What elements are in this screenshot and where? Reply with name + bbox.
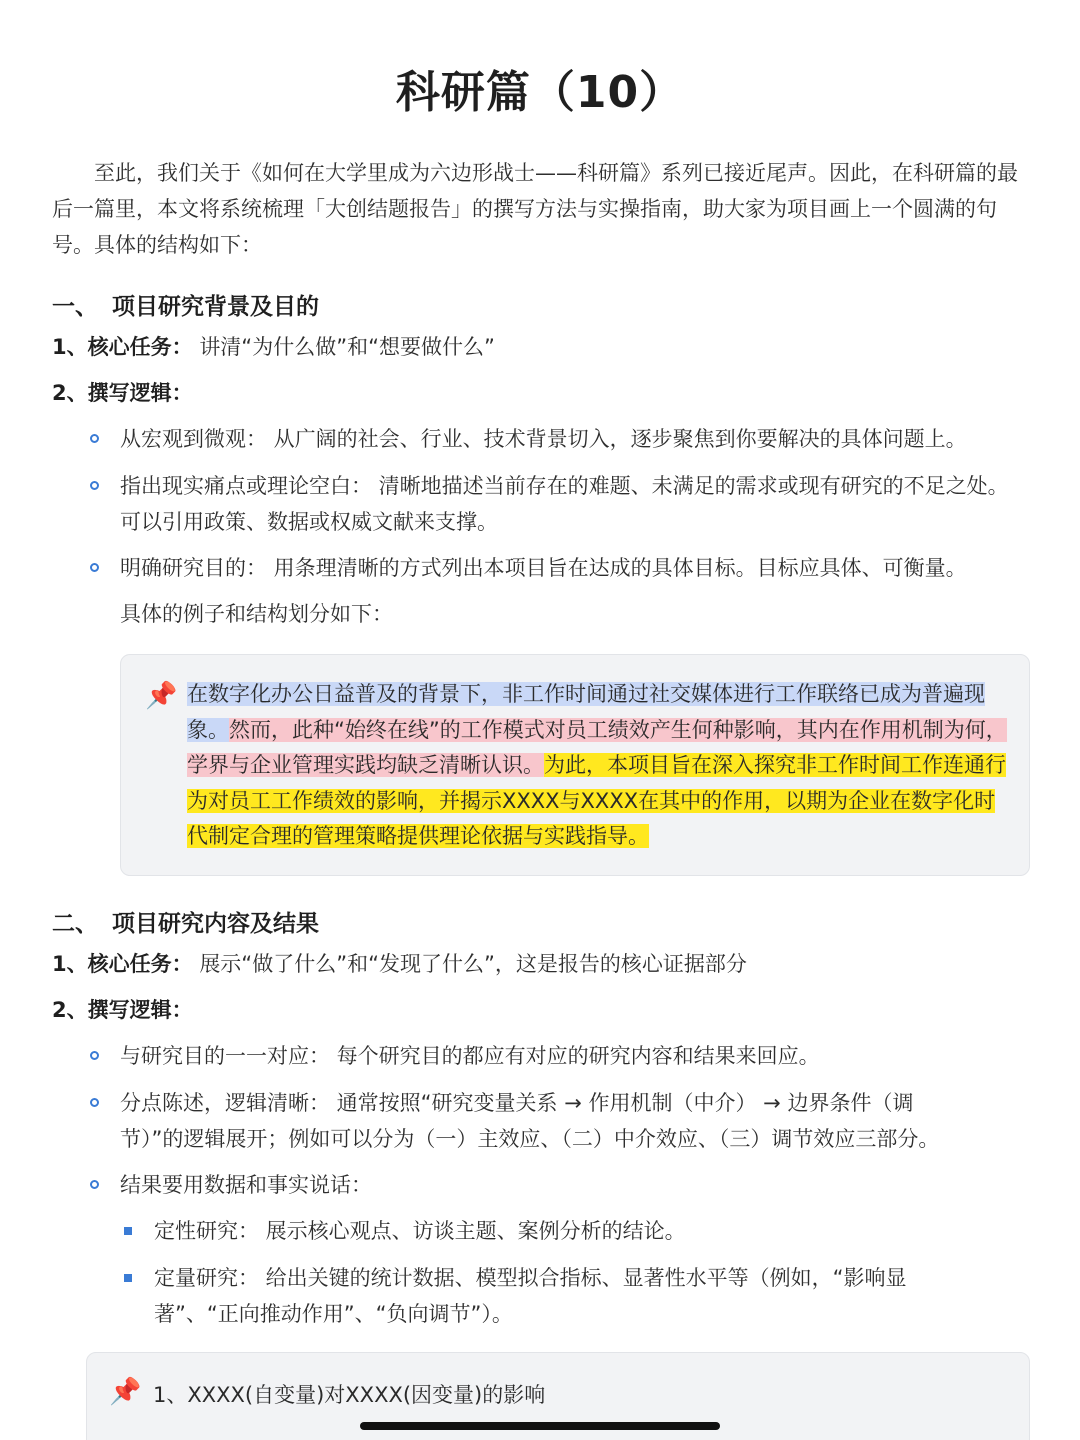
bullet-square-icon	[124, 1227, 132, 1235]
section-1-title: 项目研究背景及目的	[112, 294, 319, 320]
example-callout	[120, 654, 1030, 876]
section-2-task	[52, 946, 747, 982]
bullet-circle-icon	[90, 434, 99, 443]
bullet-square-icon	[124, 1274, 132, 1282]
home-indicator[interactable]	[360, 1422, 720, 1430]
page-title: 科研篇（10）	[395, 67, 685, 118]
section-2-logic-label: 2、撰写逻辑：	[52, 998, 193, 1022]
section-1-task-label: 1、核心任务：	[52, 335, 193, 359]
section-2-bullet: 与研究目的一一对应： 每个研究目的都应有对应的研究内容和结果来回应。	[90, 1038, 1010, 1074]
bullet-circle-icon	[90, 563, 99, 572]
pushpin-icon: 📌	[109, 1377, 142, 1407]
pushpin-icon: 📌	[145, 681, 178, 711]
section-2-sub-bullet: 定量研究： 给出关键的统计数据、模型拟合指标、显著性水平等（例如，“影响显著”、“正向推动作用”、“负向调节”）。	[122, 1260, 952, 1332]
bullet-circle-icon	[90, 1098, 99, 1107]
section-1-bullet: 明确研究目的： 用条理清晰的方式列出本项目旨在达成的具体目标。目标应具体、可衡量。	[90, 550, 1010, 586]
section-1-bullet: 指出现实痛点或理论空白： 清晰地描述当前存在的难题、未满足的需求或现有研究的不足之处。可以引用政策、数据或权威文献来支撑。	[90, 468, 1010, 540]
highlight-purpose: 为此，本项目旨在深入探究非工作时间工作连通行为对员工工作绩效的影响，并揭示XXXX与XXXX在其中的作用，以期为企业在数字化时代制定合理的管理策略提供理论依据与实践指导。	[187, 753, 1006, 848]
callout-text	[187, 677, 1011, 855]
section-1-heading	[52, 288, 319, 321]
section-2-bullet: 结果要用数据和事实说话：	[90, 1167, 1010, 1203]
section-1-bullet: 从宏观到微观： 从广阔的社会、行业、技术背景切入，逐步聚焦到你要解决的具体问题上。	[90, 421, 1010, 457]
highlight-background: 在数字化办公日益普及的背景下，非工作时间通过社交媒体进行工作联络已成为普遍现象。	[187, 682, 985, 742]
section-2-bullet: 分点陈述，逻辑清晰： 通常按照“研究变量关系 → 作用机制（中介） → 边界条件（调节）”的逻辑展开；例如可以分为（一）主效应、（二）中介效应、（三）调节效应三部分。	[90, 1085, 950, 1157]
section-2-heading	[52, 905, 319, 938]
section-1-task-text: 讲清“为什么做”和“想要做什么”	[199, 335, 495, 359]
bullet-circle-icon	[90, 1051, 99, 1060]
callout-text: 1、XXXX(自变量)对XXXX(因变量)的影响	[153, 1383, 546, 1407]
section-2-sub-bullet: 定性研究： 展示核心观点、访谈主题、案例分析的结论。	[122, 1213, 982, 1249]
section-1-logic-label: 2、撰写逻辑：	[52, 381, 193, 405]
section-1-number: 一、	[52, 294, 98, 320]
bullet-circle-icon	[90, 481, 99, 490]
intro-paragraph: 至此，我们关于《如何在大学里成为六边形战士——科研篇》系列已接近尾声。因此，在科研篇的最后一篇里，本文将系统梳理「大创结题报告」的撰写方法与实操指南，助大家为项目画上一个圆满的句号。具体的结构如下：	[52, 161, 1018, 257]
section-1-task	[52, 329, 495, 365]
section-2-task-label: 1、核心任务：	[52, 952, 193, 976]
section-2-number: 二、	[52, 911, 98, 937]
section-2-title: 项目研究内容及结果	[112, 911, 319, 937]
example-intro: 具体的例子和结构划分如下：	[120, 602, 393, 626]
bullet-circle-icon	[90, 1180, 99, 1189]
section-2-task-text: 展示“做了什么”和“发现了什么”，这是报告的核心证据部分	[199, 952, 747, 976]
highlight-problem: 然而，此种“始终在线”的工作模式对员工绩效产生何种影响，其内在作用机制为何，学界与企业管理实践均缺乏清晰认识。	[187, 717, 1007, 777]
